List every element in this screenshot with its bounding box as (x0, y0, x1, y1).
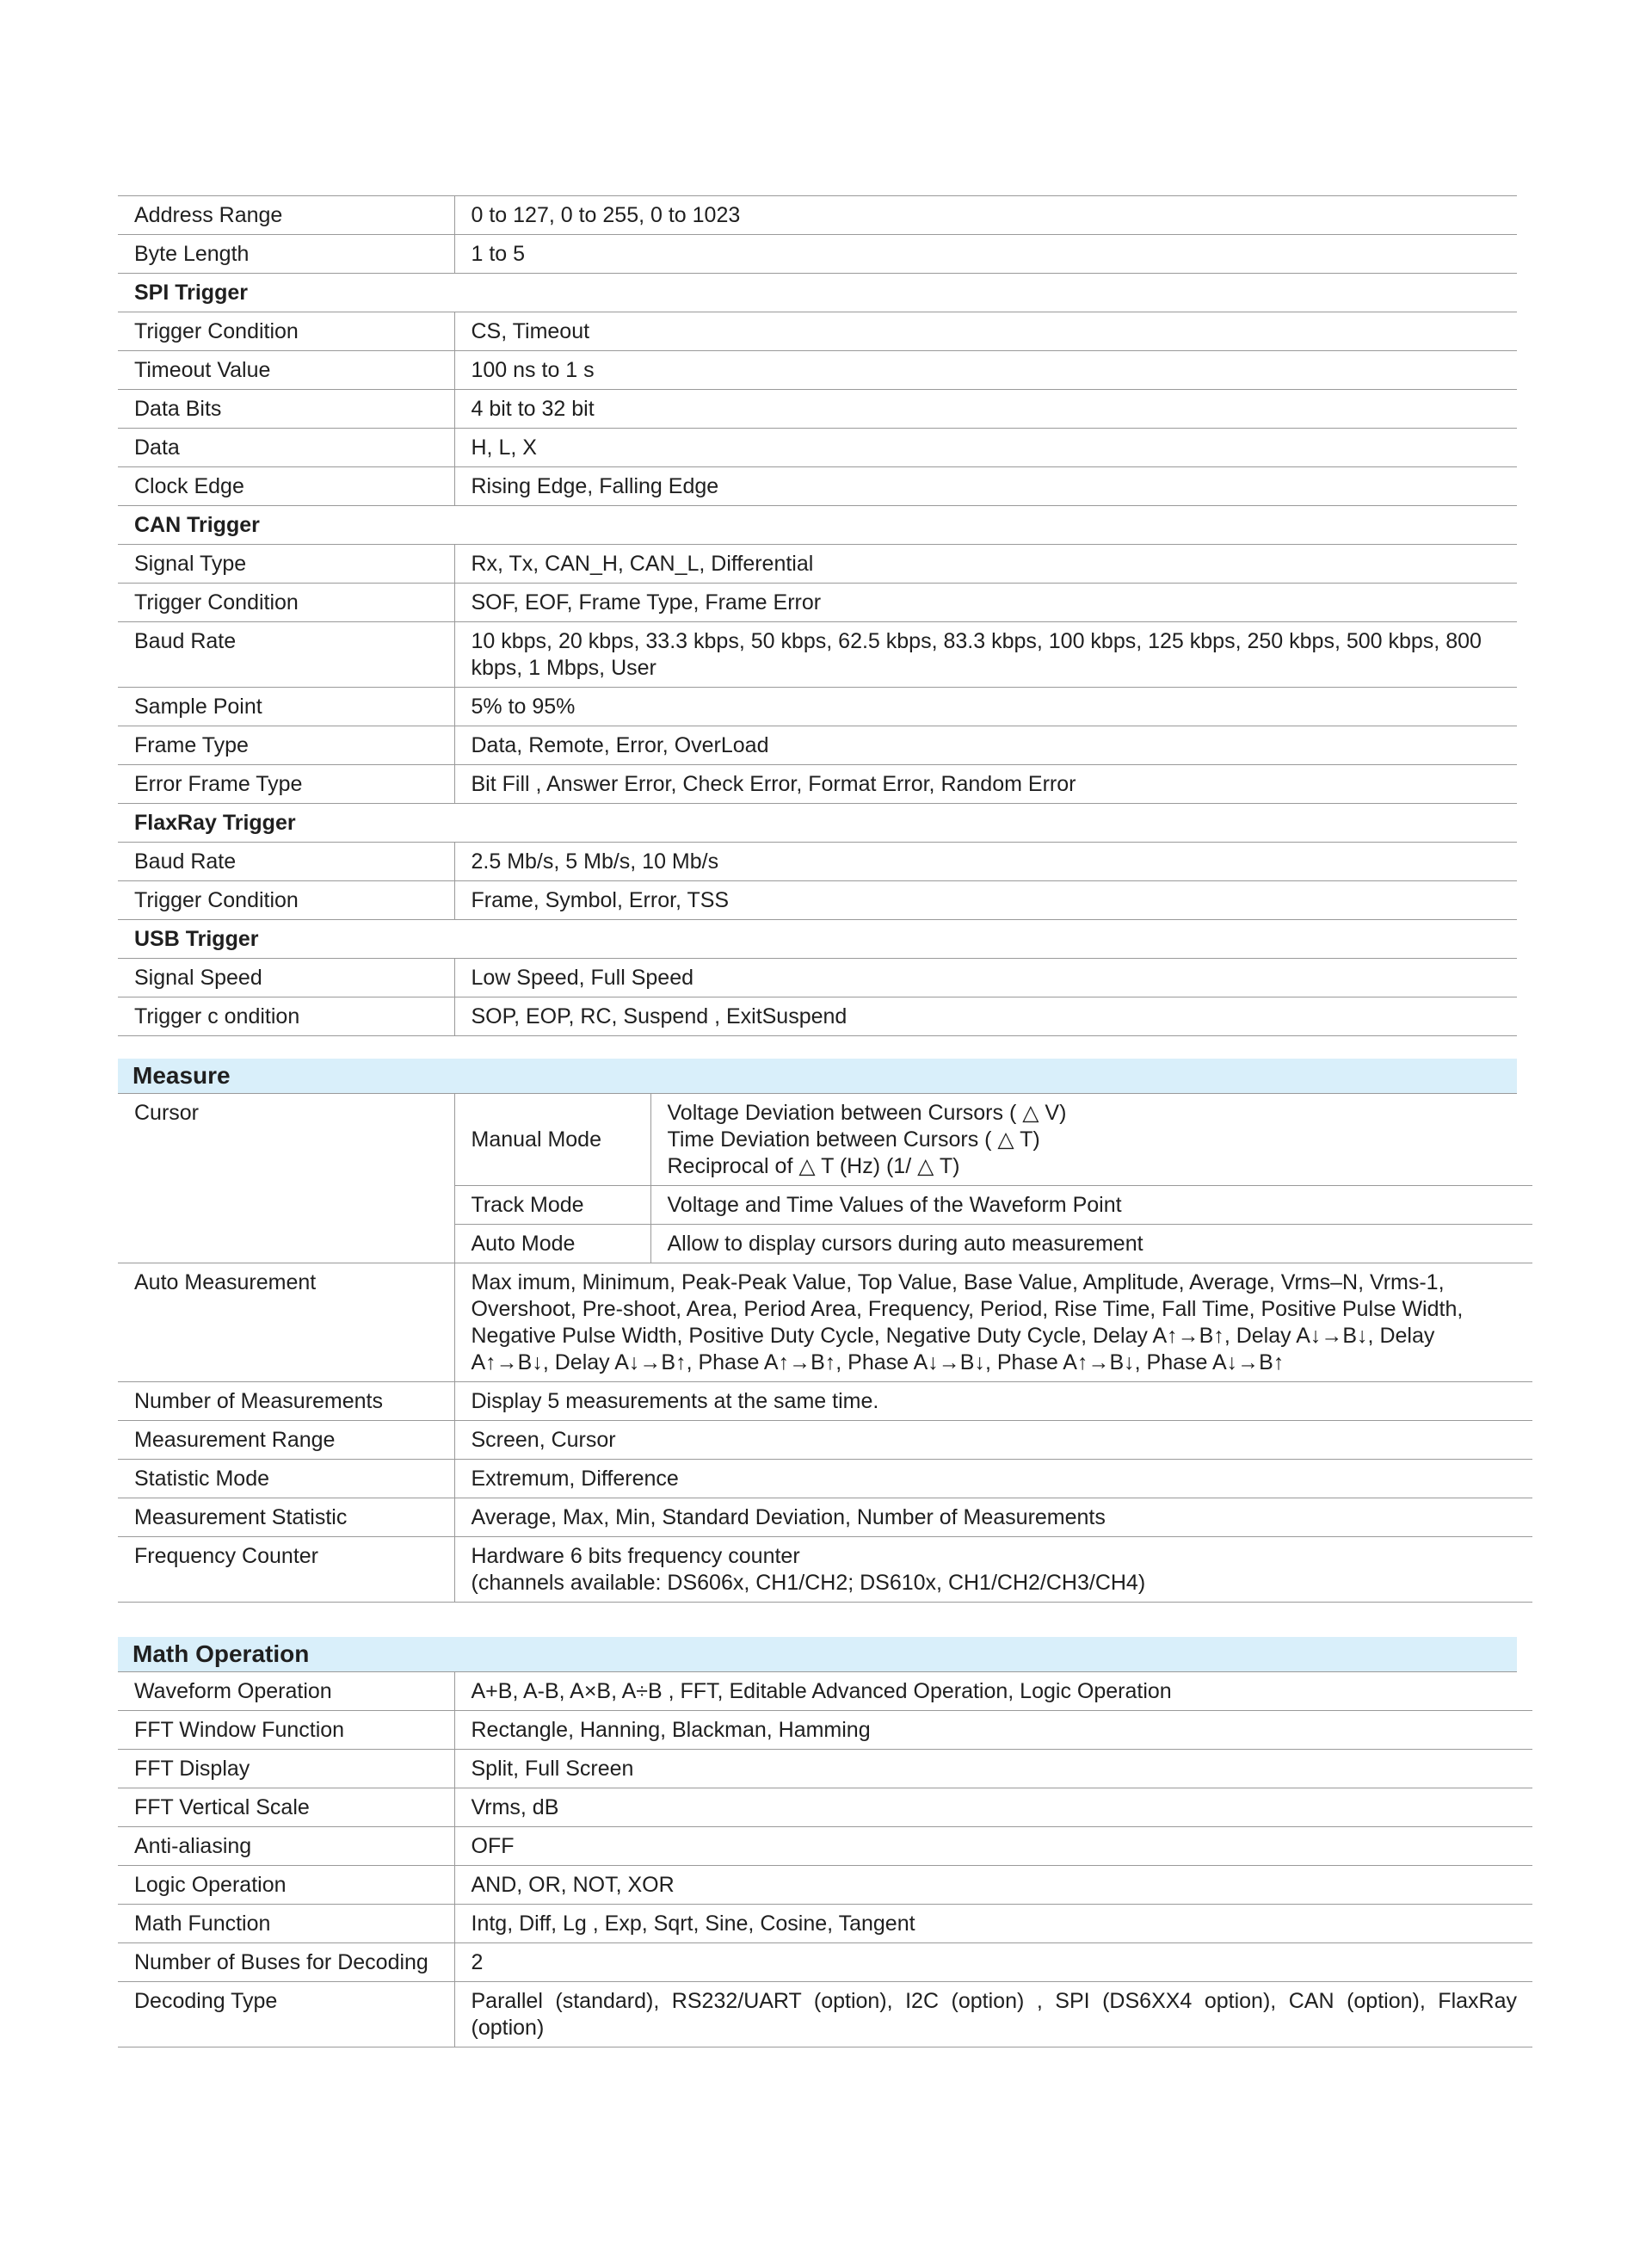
table-row (118, 1382, 1532, 1421)
spec-label: Cursor (118, 1094, 454, 1263)
section-title: USB Trigger (118, 920, 1517, 959)
table-row (118, 1537, 1532, 1603)
trigger-spec-block (118, 195, 1517, 1036)
spec-label: Data (118, 429, 454, 467)
cursor-mode-value (650, 1094, 1532, 1186)
measure-header: Measure (118, 1059, 1517, 1094)
spec-label: Address Range (118, 196, 454, 235)
cursor-line: Reciprocal of △ T (Hz) (1/ △ T) (667, 1154, 960, 1178)
table-row (118, 881, 1517, 920)
math-header: Math Operation (118, 1637, 1517, 1672)
freq-line: Hardware 6 bits frequency counter (471, 1544, 800, 1568)
spec-value: 5% to 95% (454, 688, 1517, 726)
spec-label: Trigger c ondition (118, 997, 454, 1036)
table-row (118, 312, 1517, 351)
table-row (118, 196, 1517, 235)
spec-value: SOP, EOP, RC, Suspend , ExitSuspend (454, 997, 1517, 1036)
table-row (118, 1711, 1532, 1750)
spec-value: H, L, X (454, 429, 1517, 467)
spec-value: 0 to 127, 0 to 255, 0 to 1023 (454, 196, 1517, 235)
trigger-spec-table (118, 195, 1517, 1036)
spec-label: Number of Measurements (118, 1382, 454, 1421)
spec-value: Data, Remote, Error, OverLoad (454, 726, 1517, 765)
spec-value: Bit Fill , Answer Error, Check Error, Format Error, Random Error (454, 765, 1517, 804)
spec-value: Parallel (standard), RS232/UART (option), I2C (option) , SPI (DS6XX4 option), CAN (option), FlaxRay (option) (454, 1982, 1532, 2047)
cursor-mode-label: Auto Mode (454, 1225, 650, 1263)
spec-label: Auto Measurement (118, 1263, 454, 1382)
spec-value: CS, Timeout (454, 312, 1517, 351)
spec-label: Timeout Value (118, 351, 454, 390)
table-row (118, 584, 1517, 622)
spec-label: Data Bits (118, 390, 454, 429)
math-block (118, 1637, 1532, 2047)
spec-label: Waveform Operation (118, 1672, 454, 1711)
spec-label: Frame Type (118, 726, 454, 765)
table-row (118, 467, 1517, 506)
cursor-mode-value: Voltage and Time Values of the Waveform Point (650, 1186, 1532, 1225)
section-title: CAN Trigger (118, 506, 1517, 545)
spec-value: 100 ns to 1 s (454, 351, 1517, 390)
spec-value (454, 1537, 1532, 1603)
table-row (118, 997, 1517, 1036)
table-row (118, 1094, 1532, 1186)
table-row (118, 843, 1517, 881)
spec-value: Average, Max, Min, Standard Deviation, Number of Measurements (454, 1498, 1532, 1537)
table-row (118, 959, 1517, 997)
table-row (118, 726, 1517, 765)
table-row (118, 429, 1517, 467)
cursor-mode-label: Track Mode (454, 1186, 650, 1225)
spec-value: OFF (454, 1827, 1532, 1866)
spec-label: Math Function (118, 1905, 454, 1943)
spec-label: Measurement Range (118, 1421, 454, 1460)
section-title: SPI Trigger (118, 274, 1517, 312)
spec-label: Signal Type (118, 545, 454, 584)
table-row (118, 1498, 1532, 1537)
cursor-line: Time Deviation between Cursors ( △ T) (667, 1127, 1040, 1152)
spec-value: 10 kbps, 20 kbps, 33.3 kbps, 50 kbps, 62.5 kbps, 83.3 kbps, 100 kbps, 125 kbps, 250 kbps, 500 kbps, 800 kbps, 1 Mbps, User (454, 622, 1517, 688)
spec-value: Intg, Diff, Lg , Exp, Sqrt, Sine, Cosine, Tangent (454, 1905, 1532, 1943)
spec-value: Rising Edge, Falling Edge (454, 467, 1517, 506)
spec-label: Trigger Condition (118, 584, 454, 622)
spec-value: Rectangle, Hanning, Blackman, Hamming (454, 1711, 1532, 1750)
measure-block (118, 1059, 1532, 1603)
spec-value: Frame, Symbol, Error, TSS (454, 881, 1517, 920)
cursor-line: Voltage Deviation between Cursors ( △ V) (667, 1101, 1067, 1125)
spec-label: Clock Edge (118, 467, 454, 506)
spec-value: 2.5 Mb/s, 5 Mb/s, 10 Mb/s (454, 843, 1517, 881)
spec-value: Max imum, Minimum, Peak-Peak Value, Top Value, Base Value, Amplitude, Average, Vrms–N, Vrms-1, Overshoot, Pre-shoot, Area, Period Area, Frequency, Period, Rise Time, Fall Time, Positive Pulse Width, Negative Pulse Width, Positive Duty Cycle, Negative Duty Cycle, Delay A↑→B↑, Delay A↓→B↓, Delay A↑→B↓, Delay A↓→B↑, Phase A↑→B↑, Phase A↓→B↓, Phase A↑→B↓, Phase A↓→B↑ (454, 1263, 1532, 1382)
spec-label: Error Frame Type (118, 765, 454, 804)
cursor-mode-label: Manual Mode (454, 1094, 650, 1186)
math-table (118, 1672, 1532, 2047)
table-row (118, 235, 1517, 274)
measure-table (118, 1094, 1532, 1603)
table-row (118, 765, 1517, 804)
spec-label: Byte Length (118, 235, 454, 274)
spec-label: Baud Rate (118, 843, 454, 881)
spec-label: Statistic Mode (118, 1460, 454, 1498)
freq-line: (channels available: DS606x, CH1/CH2; DS610x, CH1/CH2/CH3/CH4) (471, 1571, 1146, 1595)
spec-value: 4 bit to 32 bit (454, 390, 1517, 429)
spec-value: Screen, Cursor (454, 1421, 1532, 1460)
spec-value: 2 (454, 1943, 1532, 1982)
table-row (118, 545, 1517, 584)
table-row (118, 1750, 1532, 1788)
spec-value: SOF, EOF, Frame Type, Frame Error (454, 584, 1517, 622)
spec-label: FFT Display (118, 1750, 454, 1788)
section-title: FlaxRay Trigger (118, 804, 1517, 843)
section-row (118, 274, 1517, 312)
section-row (118, 804, 1517, 843)
table-row (118, 1788, 1532, 1827)
section-row (118, 920, 1517, 959)
spec-value: Rx, Tx, CAN_H, CAN_L, Differential (454, 545, 1517, 584)
spec-label: Measurement Statistic (118, 1498, 454, 1537)
spec-label: Trigger Condition (118, 881, 454, 920)
spec-value: Display 5 measurements at the same time. (454, 1382, 1532, 1421)
spec-label: Frequency Counter (118, 1537, 454, 1603)
table-row (118, 1672, 1532, 1711)
table-row (118, 1943, 1532, 1982)
table-row (118, 390, 1517, 429)
spec-value: Low Speed, Full Speed (454, 959, 1517, 997)
spec-label: Anti-aliasing (118, 1827, 454, 1866)
cursor-mode-value: Allow to display cursors during auto measurement (650, 1225, 1532, 1263)
table-row (118, 1460, 1532, 1498)
spec-label: FFT Window Function (118, 1711, 454, 1750)
table-row (118, 1982, 1532, 2047)
spec-label: Logic Operation (118, 1866, 454, 1905)
table-row (118, 1263, 1532, 1382)
spec-label: Signal Speed (118, 959, 454, 997)
spec-value: AND, OR, NOT, XOR (454, 1866, 1532, 1905)
spec-label: Number of Buses for Decoding (118, 1943, 454, 1982)
table-row (118, 1866, 1532, 1905)
spec-value: Split, Full Screen (454, 1750, 1532, 1788)
table-row (118, 1905, 1532, 1943)
spec-value: 1 to 5 (454, 235, 1517, 274)
spec-label: Baud Rate (118, 622, 454, 688)
spec-value: Vrms, dB (454, 1788, 1532, 1827)
table-row (118, 351, 1517, 390)
spec-value: A+B, A-B, A×B, A÷B , FFT, Editable Advanced Operation, Logic Operation (454, 1672, 1532, 1711)
spec-label: FFT Vertical Scale (118, 1788, 454, 1827)
spec-label: Decoding Type (118, 1982, 454, 2047)
spec-value: Extremum, Difference (454, 1460, 1532, 1498)
table-row (118, 622, 1517, 688)
section-row (118, 506, 1517, 545)
table-row (118, 1421, 1532, 1460)
table-row (118, 688, 1517, 726)
table-row (118, 1827, 1532, 1866)
spec-label: Trigger Condition (118, 312, 454, 351)
spec-label: Sample Point (118, 688, 454, 726)
